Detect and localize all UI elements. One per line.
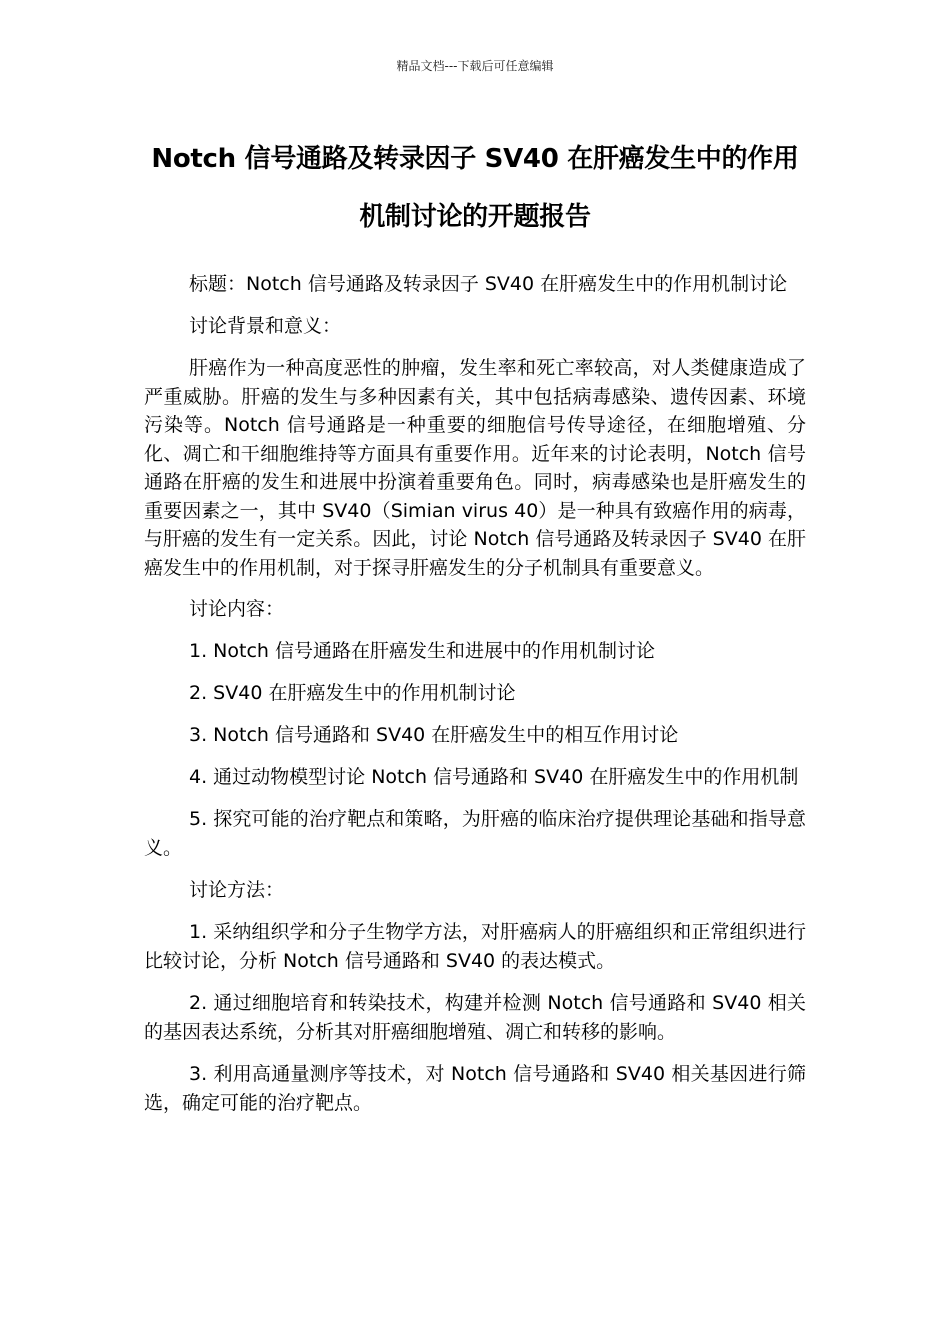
background-paragraph: 肝癌作为一种高度恶性的肿瘤，发生率和死亡率较高，对人类健康造成了严重威胁。肝癌的发生与多种因素有关，其中包括病毒感染、遗传因素、环境污染等。Notch 信号通路是一种重要的细胞信号传导途径，在细胞增殖、分化、凋亡和干细胞维持等方面具有重要作用。近年来的讨论表明，Notch 信号通路在肝癌的发生和进展中扮演着重要角色。同时，病毒感染也是肝癌发生的重要因素之一，其中 SV40（Simian virus 40）是一种具有致癌作用的病毒，与肝癌的发生有一定关系。因此，讨论 Notch 信号通路及转录因子 SV40 在肝癌发生中的作用机制，对于探寻肝癌发生的分子机制具有重要意义。 <box>144 357 806 579</box>
document-title: Notch 信号通路及转录因子 SV40 在肝癌发生中的作用机制讨论的开题报告 <box>151 144 799 232</box>
section-heading-methods: 讨论方法： <box>189 879 285 901</box>
header-note: 精品文档---下载后可任意编辑 <box>396 59 554 73</box>
section-heading-content: 讨论内容： <box>189 598 285 620</box>
topic-paragraph: 标题：Notch 信号通路及转录因子 SV40 在肝癌发生中的作用机制讨论 <box>189 273 788 295</box>
content-item: 5. 探究可能的治疗靶点和策略，为肝癌的临床治疗提供理论基础和指导意义。 <box>144 808 806 859</box>
content-item: 2. SV40 在肝癌发生中的作用机制讨论 <box>189 682 516 704</box>
content-item: 1. Notch 信号通路在肝癌发生和进展中的作用机制讨论 <box>189 640 655 662</box>
section-heading-background: 讨论背景和意义： <box>189 315 342 337</box>
content-item: 3. Notch 信号通路和 SV40 在肝癌发生中的相互作用讨论 <box>189 724 679 746</box>
content-item: 4. 通过动物模型讨论 Notch 信号通路和 SV40 在肝癌发生中的作用机制 <box>189 766 799 788</box>
method-item: 1. 采纳组织学和分子生物学方法，对肝癌病人的肝癌组织和正常组织进行比较讨论，分析 Notch 信号通路和 SV40 的表达模式。 <box>144 921 806 972</box>
method-item: 3. 利用高通量测序等技术，对 Notch 信号通路和 SV40 相关基因进行筛选，确定可能的治疗靶点。 <box>144 1063 806 1114</box>
method-item: 2. 通过细胞培育和转染技术，构建并检测 Notch 信号通路和 SV40 相关的基因表达系统，分析其对肝癌细胞增殖、凋亡和转移的影响。 <box>144 992 806 1043</box>
document-body <box>144 270 806 1131</box>
